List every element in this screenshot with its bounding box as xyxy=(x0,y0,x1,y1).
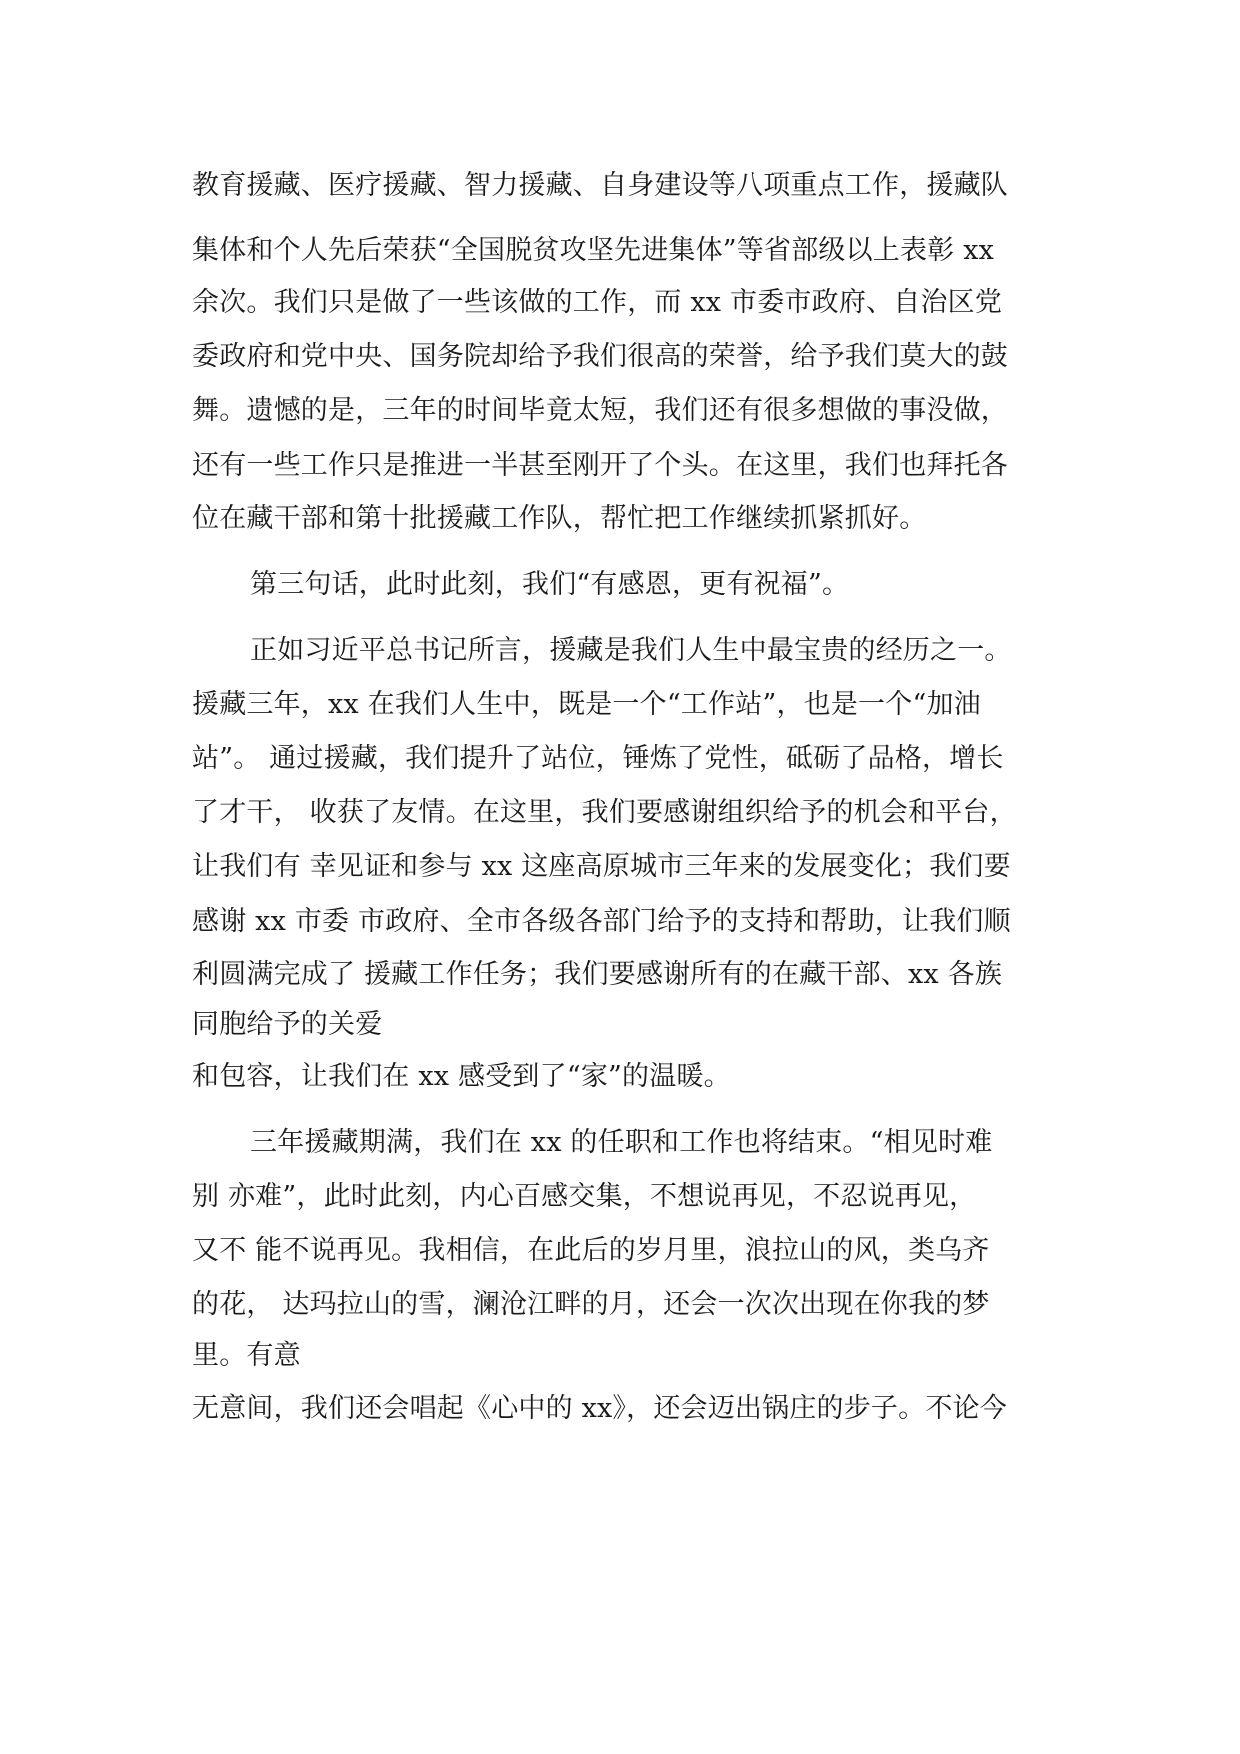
text-line: 里。有意 xyxy=(192,1340,301,1371)
text-line: 还有一些工作只是推进一半甚至刚开了个头。在这里，我们也拜托各 xyxy=(192,450,1008,481)
text-line: 同胞给予的关爱 xyxy=(192,1009,383,1040)
text-line: 教育援藏、医疗援藏、智力援藏、自身建设等八项重点工作，援藏队 xyxy=(192,170,1008,201)
text-line: 舞。遗憾的是，三年的时间毕竟太短，我们还有很多想做的事没做， xyxy=(192,395,1008,426)
text-line: 位在藏干部和第十批援藏工作队，帮忙把工作继续抓紧抓好。 xyxy=(192,503,927,534)
section-heading: 第三句话，此时此刻，我们“有感恩，更有祝福”。 xyxy=(250,569,850,600)
text-line: 站”。 通过援藏，我们提升了站位，锤炼了党性，砥砺了品格，增长 xyxy=(192,743,1004,774)
text-line: 别 亦难”，此时此刻，内心百感交集，不想说再见，不忍说再见， xyxy=(192,1181,977,1212)
paragraph-first-line: 正如习近平总书记所言，援藏是我们人生中最宝贵的经历之一。 xyxy=(250,635,1012,666)
text-line: 的花， 达玛拉山的雪，澜沧江畔的月，还会一次次出现在你我的梦 xyxy=(192,1289,990,1320)
text-line: 感谢 xx 市委 市政府、全市各级各部门给予的支持和帮助，让我们顺 xyxy=(192,906,1011,937)
text-line: 余次。我们只是做了一些该做的工作，而 xx 市委市政府、自治区党 xyxy=(192,287,1003,318)
text-line: 和包容，让我们在 xx 感受到了“家”的温暖。 xyxy=(192,1061,731,1092)
text-line: 利圆满完成了 援藏工作任务；我们要感谢所有的在藏干部、xx 各族 xyxy=(192,959,1003,990)
text-line: 集体和个人先后荣获“全国脱贫攻坚先进集体”等省部级以上表彰 xx xyxy=(192,235,995,266)
text-line: 了才干， 收获了友情。在这里，我们要感谢组织给予的机会和平台， xyxy=(192,797,1017,828)
text-line: 让我们有 幸见证和参与 xx 这座高原城市三年来的发展变化；我们要 xyxy=(192,851,1011,882)
text-line: 委政府和党中央、国务院却给予我们很高的荣誉，给予我们莫大的鼓 xyxy=(192,341,1008,372)
text-line: 援藏三年，xx 在我们人生中，既是一个“工作站”，也是一个“加油 xyxy=(192,689,981,720)
text-line: 又不 能不说再见。我相信，在此后的岁月里，浪拉山的风，类乌齐 xyxy=(192,1235,990,1266)
paragraph-first-line: 三年援藏期满，我们在 xx 的任职和工作也将结束。“相见时难 xyxy=(250,1127,993,1158)
text-line: 无意间，我们还会唱起《心中的 xx》，还会迈出锅庄的步子。不论今 xyxy=(192,1393,1007,1424)
